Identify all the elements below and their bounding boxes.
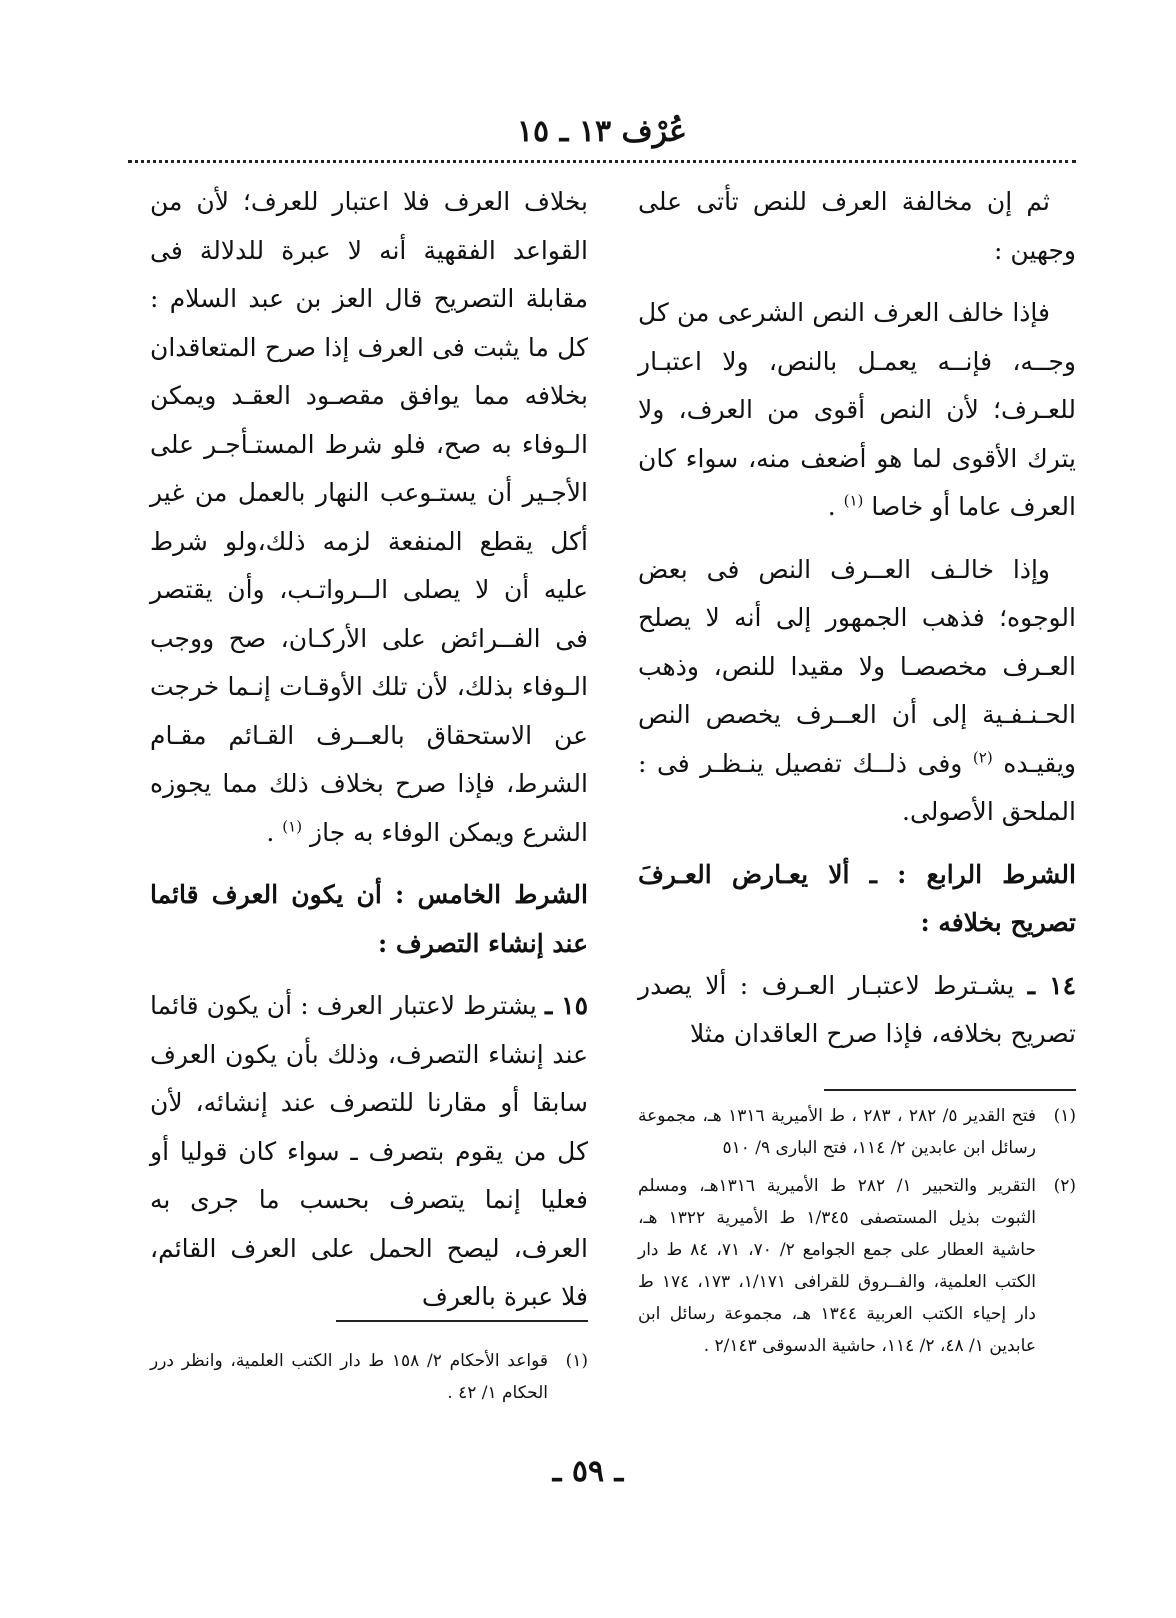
paragraph: ثم إن مخالفة العرف للنص تأتى على وجهين : [638, 187, 1076, 265]
footnote-ref: (١) [843, 491, 864, 510]
numbered-paragraph: ١٥ ـ يشترط لاعتبار العرف : أن يكون قائما عند إنشاء التصرف، وذلك بأن يكون العرف سابقا أو مقارنا للتصرف عند إنشائه، لأن كل من يقوم بتصرف ـ سواء كان قوليا أو فعليا إنما يتصرف بحسب ما جرى به العرف، ليصح الحمل على العرف القائم، فلا عبرة بالعرف [150, 991, 588, 1311]
page-number: ـ ٥٩ ـ [552, 1454, 624, 1489]
section-heading: الشرط الرابع : ـ ألا يعـارض العـرفَ تصريح بخلافه : [638, 859, 1076, 937]
footnote-ref: (١) [282, 817, 303, 836]
left-column [150, 178, 588, 1336]
paragraph: بخلاف العرف فلا اعتبار للعرف؛ لأن من القواعد الفقهية أنه لا عبرة للدلالة فى مقابلة التصريح قال العز بن عبد السلام : كل ما يثبت فى العرف إذا صرح المتعاقدان بخلافه مما يوافق مقصـود العقـد ويمكن الـوفاء به صح، فلو شرط المستـأجـر على الأجـير أن يستـوعب النهار بالعمل من غير أكل يقطع المنفعة لزمه ذلك،ولو شرط عليه أن لا يصلى الــرواتـب، وأن يقتصر فى الفــرائض على الأركـان، صح ووجب الـوفاء بذلك، لأن تلك الأوقـات إنـما خرجت عن الاستحقاق بالعــرف القـائم مقـام الشرط، فإذا صرح بخلاف ذلك مما يجوزه الشرع ويمكن الوفاء به جاز $^{(١)}$ . [150, 187, 588, 847]
right-column [638, 178, 1076, 1073]
footnote-rule [336, 1320, 588, 1322]
running-header: عُرْف ١٣ ـ ١٥ [516, 114, 688, 149]
footnotes-left [150, 1345, 588, 1415]
section-heading: الشرط الخامس : أن يكون العرف قائما عند إنشاء التصرف : [150, 880, 588, 958]
footnote: (٢) التقرير والتحبير ١/ ٢٨٢ ط الأميرية ١٣١٦هـ، ومسلم الثبوت بذيل المستصفى ١/٣٤٥ ط الأميرية ١٣٢٢ هـ، حاشية العطار على جمع الجوامع ٢/ ٧٠، ٧١، ٨٤ ط دار الكتب العلمية، والفــروق للقرافى ١/١٧١، ١٧٣، ١٧٤ ط دار إحياء الكتب العربية ١٣٤٤ هـ، مجموعة رسائل ابن عابدين ١/ ٤٨، ٢/ ١١٤، حاشية الدسوقى ٢/١٤٣ . [638, 1176, 1076, 1356]
footnote: (١) فتح القدير ٥/ ٢٨٢ ، ٢٨٣ ، ط الأميرية ١٣١٦ هـ، مجموعة رسائل ابن عابدين ٢/ ١١٤، فتح البارى ٩/ ٥١٠ [638, 1106, 1076, 1158]
item-number: ١٥ ـ [544, 991, 588, 1020]
footnote-rule [824, 1089, 1076, 1091]
footnotes-right [638, 1100, 1076, 1368]
numbered-paragraph: ١٤ ـ يشـترط لاعتبـار العـرف : ألا يصدر تصريح بخلافه، فإذا صرح العاقدان مثلا [638, 970, 1077, 1048]
item-number: ١٤ ـ [1027, 970, 1077, 1000]
paragraph: فإذا خالف العرف النص الشرعى من كل وجــه، فإنــه يعمـل بالنص، ولا اعتبـار للعـرف؛ لأن النص أقوى من العرف، ولا يترك الأقوى لما هو أضعف منه، سواء كان العرف عاما أو خاصا $^{(١)}$ . [638, 298, 1076, 521]
footnote-ref: (٢) [972, 748, 993, 767]
paragraph: وإذا خالـف العــرف النص فى بعض الوجوه؛ فذهب الجمهور إلى أنه لا يصلح العـرف مخصصـا ولا مقيدا للنص، وذهب الحـنـفـية إلى أن العــرف يخصص النص ويقيـده $^{(٢)}$ وفى ذلــك تفصيل ينـظـر فى : الملحق الأصولى. [638, 554, 1076, 826]
header-dotted-rule [128, 160, 1076, 163]
footnote: (١) قواعد الأحكام ٢/ ١٥٨ ط دار الكتب العلمية، وانظر درر الحكام ١/ ٤٢ . [150, 1351, 588, 1403]
